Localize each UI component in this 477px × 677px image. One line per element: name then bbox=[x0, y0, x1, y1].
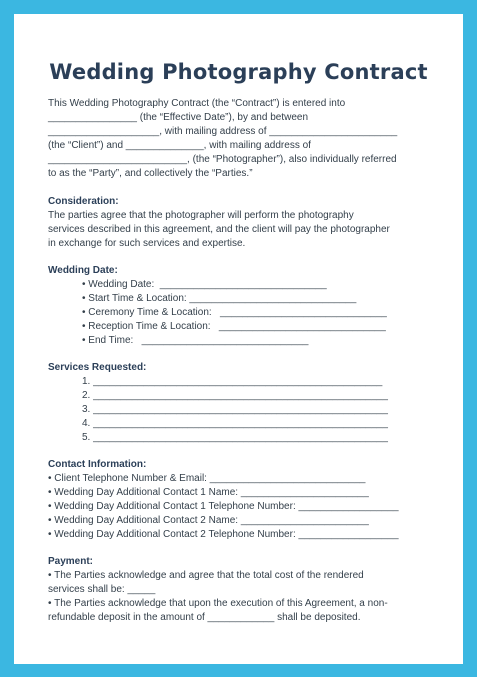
services-item: 1. ____________________________________________________ bbox=[82, 376, 383, 387]
services-item: 2. _____________________________________________________ bbox=[82, 390, 388, 401]
payment-section bbox=[48, 555, 448, 625]
payment-line: • The Parties acknowledge and agree that the total cost of the rendered bbox=[48, 570, 364, 581]
services-item: 4. _____________________________________________________ bbox=[82, 418, 388, 429]
wedding-date-item: • Wedding Date: ______________________________ bbox=[82, 279, 327, 290]
intro-line: to as the “Party”, and collectively the “Parties.” bbox=[48, 168, 253, 179]
contact-item: • Client Telephone Number & Email: ____________________________ bbox=[48, 473, 366, 484]
intro-line: ________________ (the “Effective Date”), by and between bbox=[48, 112, 308, 123]
services-item: 5. _____________________________________________________ bbox=[82, 432, 388, 443]
intro-line: (the “Client”) and ______________, with mailing address of bbox=[48, 140, 311, 151]
contact-section bbox=[48, 458, 448, 542]
payment-line: • The Parties acknowledge that upon the execution of this Agreement, a non- bbox=[48, 598, 388, 609]
wedding-date-heading: Wedding Date: bbox=[48, 265, 118, 276]
contact-heading: Contact Information: bbox=[48, 459, 147, 470]
contact-item: • Wedding Day Additional Contact 1 Name: _______________________ bbox=[48, 487, 369, 498]
document-title: Wedding Photography Contract bbox=[49, 60, 428, 84]
consideration-line: in exchange for such services and expertise. bbox=[48, 238, 246, 249]
consideration-section bbox=[48, 195, 448, 251]
contact-item: • Wedding Day Additional Contact 1 Telephone Number: __________________ bbox=[48, 501, 399, 512]
consideration-line: services described in this agreement, and the client will pay the photographer bbox=[48, 224, 390, 235]
wedding-date-section bbox=[48, 264, 448, 348]
consideration-line: The parties agree that the photographer will perform the photography bbox=[48, 210, 354, 221]
document-page bbox=[14, 14, 463, 664]
intro-line: _________________________, (the “Photographer”), also individually referred bbox=[48, 154, 397, 165]
contact-item: • Wedding Day Additional Contact 2 Name: _______________________ bbox=[48, 515, 369, 526]
wedding-date-item: • End Time: ______________________________ bbox=[82, 335, 309, 346]
intro-line: ____________________, with mailing address of _______________________ bbox=[48, 126, 398, 137]
wedding-date-item: • Start Time & Location: ______________________________ bbox=[82, 293, 357, 304]
services-item: 3. _____________________________________________________ bbox=[82, 404, 388, 415]
intro-line: This Wedding Photography Contract (the “Contract”) is entered into bbox=[48, 98, 346, 109]
payment-line: services shall be: _____ bbox=[48, 584, 156, 595]
consideration-heading: Consideration: bbox=[48, 196, 119, 207]
payment-heading: Payment: bbox=[48, 556, 94, 567]
wedding-date-item: • Ceremony Time & Location: ______________________________ bbox=[82, 307, 387, 318]
services-section bbox=[48, 361, 448, 445]
services-heading: Services Requested: bbox=[48, 362, 147, 373]
payment-line: refundable deposit in the amount of ____________ shall be deposited. bbox=[48, 612, 361, 623]
document-body bbox=[48, 97, 448, 638]
wedding-date-item: • Reception Time & Location: ______________________________ bbox=[82, 321, 386, 332]
contact-item: • Wedding Day Additional Contact 2 Telephone Number: __________________ bbox=[48, 529, 399, 540]
intro-paragraph bbox=[48, 97, 448, 181]
